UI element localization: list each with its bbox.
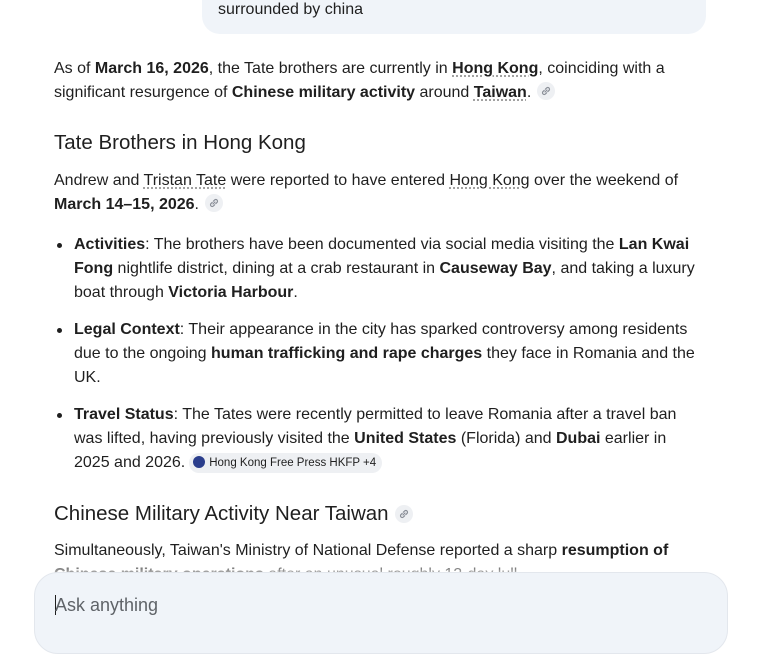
military-paragraph: Simultaneously, Taiwan's Ministry of National Defense reported a sharp resumption of [54, 542, 669, 559]
user-message-text: surrounded by china [218, 1, 363, 18]
ask-input[interactable] [55, 593, 695, 617]
prompt-composer[interactable] [34, 572, 728, 654]
tate-paragraph: Andrew and Tristan Tate were reported to have entered Hong Kong over the weekend of March 14–15, 2026. [54, 172, 679, 213]
tate-bullet-list [54, 233, 704, 305]
taiwan-link[interactable]: Taiwan [473, 84, 527, 101]
tristan-tate-link[interactable]: Tristan Tate [143, 172, 227, 189]
section-heading-tate: Tate Brothers in Hong Kong [54, 131, 306, 154]
list-item: Activities: The brothers have been documented via social media visiting the Lan Kwai Fong nightlife district, dining at a crab restaurant in Causeway Bay, and taking a luxury boat through Victoria Harbour. [54, 233, 704, 305]
link-icon[interactable] [205, 194, 223, 212]
source-label: Hong Kong Free Press HKFP +4 [209, 457, 377, 469]
list-item: Legal Context: Their appearance in the city has sparked controversy among residents due to the ongoing human trafficking and rape charges they face in Romania and the UK. [54, 318, 704, 390]
source-logo-icon [193, 456, 205, 468]
tate-bullet-list [54, 403, 704, 475]
list-item: Travel Status: The Tates were recently permitted to leave Romania after a travel ban was lifted, having previously visited the United States (Florida) and Dubai earlier in 2025 and 2026. Hong Kong Free Press HKFP +4 [54, 403, 704, 475]
intro-paragraph: As of March 16, 2026, the Tate brothers are currently in Hong Kong, coinciding with a significant resurgence of Chinese military activity around Taiwan. [54, 60, 665, 101]
link-icon[interactable] [537, 82, 555, 100]
user-message-bubble [202, 0, 706, 34]
tate-bullet-list [54, 318, 704, 390]
section-heading-military: Chinese Military Activity Near Taiwan [54, 500, 413, 528]
source-chip[interactable] [189, 453, 382, 473]
hong-kong-link[interactable]: Hong Kong [452, 60, 539, 77]
hong-kong-link[interactable]: Hong Kong [449, 172, 530, 189]
link-icon[interactable] [395, 505, 413, 523]
